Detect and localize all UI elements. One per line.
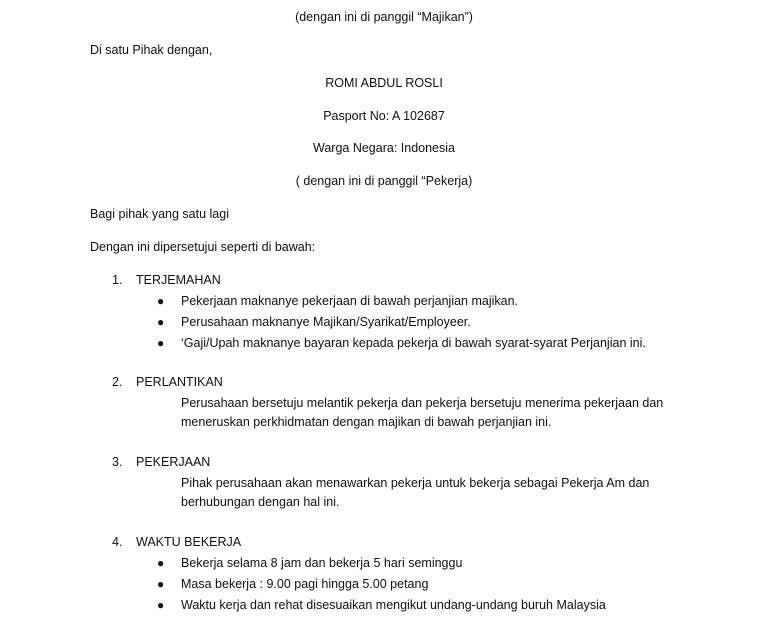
pihak-line: Di satu Pihak dengan, xyxy=(90,43,213,57)
paragraph-line: Pihak perusahaan akan menawarkan pekerja untuk bekerja sebagai Pekerja Am dan xyxy=(181,476,650,490)
paragraph-line: meneruskan perkhidmatan dengan majikan di bawah perjanjian ini. xyxy=(181,415,552,429)
bullet-icon: ● xyxy=(157,294,165,308)
section-title-perlantikan: PERLANTIKAN xyxy=(136,375,223,389)
bullet-icon: ● xyxy=(157,336,165,350)
list-item: Masa bekerja : 9.00 pagi hingga 5.00 petang xyxy=(181,577,429,591)
section-number: 1. xyxy=(112,273,123,287)
agreement-line: Dengan ini dipersetujui seperti di bawah: xyxy=(90,240,316,254)
section-number: 2. xyxy=(112,375,123,389)
bullet-icon: ● xyxy=(157,315,165,329)
party-passport: Pasport No: A 102687 xyxy=(323,109,445,123)
section-title-pekerjaan: PEKERJAAN xyxy=(136,455,211,469)
party-name: ROMI ABDUL ROSLI xyxy=(325,76,443,90)
list-item: Pekerjaan maknanye pekerjaan di bawah perjanjian majikan. xyxy=(181,294,519,308)
bullet-icon: ● xyxy=(157,556,165,570)
list-item: Bekerja selama 8 jam dan bekerja 5 hari seminggu xyxy=(181,556,463,570)
other-party-line: Bagi pihak yang satu lagi xyxy=(90,207,229,221)
list-item: Waktu kerja dan rehat disesuaikan mengikut undang-undang buruh Malaysia xyxy=(181,598,606,612)
list-item: ‘Gaji/Upah maknanye bayaran kepada pekerja di bawah syarat-syarat Perjanjian ini. xyxy=(181,336,646,350)
party-nationality: Warga Negara: Indonesia xyxy=(313,141,455,155)
bullet-icon: ● xyxy=(157,598,165,612)
section-number: 3. xyxy=(112,455,123,469)
paragraph-line: Perusahaan bersetuju melantik pekerja dan pekerja bersetuju menerima pekerjaan dan xyxy=(181,396,664,410)
majikan-note: (dengan ini di panggil “Majikan”) xyxy=(295,10,473,24)
section-title-terjemahan: TERJEMAHAN xyxy=(136,273,221,287)
paragraph-line: berhubungan dengan hal ini. xyxy=(181,495,340,509)
list-item: Perusahaan maknanye Majikan/Syarikat/Employeer. xyxy=(181,315,471,329)
pekerja-note: ( dengan ini di panggil “Pekerja) xyxy=(295,174,473,188)
bullet-icon: ● xyxy=(157,577,165,591)
section-number: 4. xyxy=(112,535,123,549)
section-title-waktu-bekerja: WAKTU BEKERJA xyxy=(136,535,242,549)
